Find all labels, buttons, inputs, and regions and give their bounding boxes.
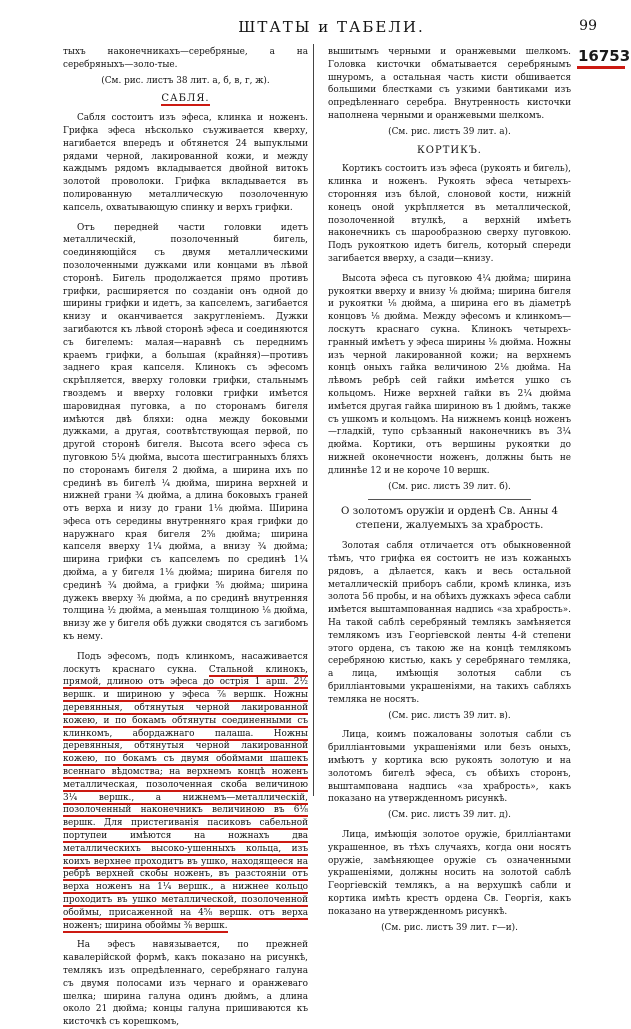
paragraph: тыхъ наконечникахъ—серебряные, а на серебряныхъ—золо-тые. — [63, 47, 308, 70]
figure-reference: (См. рис. листъ 39 лит. а). — [388, 126, 511, 137]
archive-underline — [577, 66, 625, 69]
figure-reference: (См. рис. листъ 39 лит. г—и). — [381, 922, 518, 933]
section-heading-kortik: КОРТИКЪ. — [417, 144, 482, 156]
paragraph: Лица, имѣющія золотое оружіе, брилліантами украшенное, въ тѣхъ случаяхъ, когда они носятъ оружіе, замѣняющее оружіе съ означенными украшеніями, должны носить на золотой саблѣ Георгіевскій темлякъ, а на верхушкѣ сабли и кортика имѣть крестъ ордена Св. Георгія, какъ показано на утвержденномъ рисункѣ. — [328, 830, 571, 917]
figure-reference: (См. рис. листъ 39 лит. д). — [388, 810, 511, 821]
sablya-heading-text: САБЛЯ. — [161, 93, 210, 105]
figure-reference: (См. рис. листъ 39 лит. в). — [388, 710, 511, 721]
figure-reference: (См. рис. листъ 38 лит. а, б, в, г, ж). — [101, 75, 270, 86]
archive-number-stamp: 16753 — [578, 47, 631, 65]
paragraph: вышитымъ черными и оранжевыми шелкомъ. Головка кисточки обматывается серебрянымъ шнуромъ, а остальная часть кисти обшивается большими блестками съ узкими бантиками изъ опредѣленнаго серебра. Внутренность кисточки наполнена черными и оранжевыми шелкомъ. — [328, 47, 571, 121]
page-number: 99 — [579, 18, 597, 34]
paragraph: Отъ передней части головки идетъ металлическій, позолоченный бигель, соединяющійся съ двумя металлическими позолоченными дужками или концами въ лѣвой сторонѣ. Бигель продолжается прямо противъ грифки, расширяется по созданіи онъ одной до ширины грифки и идетъ, за капселемъ, загибается книзу и оканчивается закругленіемъ. Дужки загибаются къ лѣвой сторонѣ эфеса и соединяются съ бигелемъ: малая—наравнѣ съ переднимъ краемъ грифки, а большая (крайняя)—противъ заднего края капселя. Клинокъ съ эфесомъ скрѣпляется, вверху головки грифки, стальнымъ гвоздемъ и вверху головки грифки имѣется шаровидная пуговка, а по сторонамъ бигеля имѣются двѣ бляхи: одна между боковыми дужками, а другая, соотвѣтствующая первой, по другой сторонѣ бигеля. Высота всего эфеса съ пуговкою 5¼ дюйма, высота шестигранныхъ бляхъ по сторонамъ бигеля 2 дюйма, а ширина ихъ по срединѣ въ бигелѣ ¼ дюйма, ширина верхней и нижней грани ¾ дюйма, а длина боковыхъ граней отъ верха и низу до грани 1⅛ дюйма. Ширина эфеса отъ середины внутренняго края грифки до наружнаго края бигеля 2⅝ дюйма; ширина капселя вверху 1¼ дюйма, а внизу ¾ дюйма; ширина грифки съ капселемъ по срединѣ 1¼ дюйма, а у бигеля 1⅛ дюйма; ширина бигеля по срединѣ ¾ дюйма, а грифки ⅝ дюйма; ширина дужекъ вверху ⅜ дюйма, а по срединѣ внутренняя толщина ½ дюйма, а меньшая толщиною ⅛ дюйма, внизу же у бигеля обѣ дужки сводятся съ загибомъ къ нему. — [63, 222, 308, 643]
left-column — [63, 46, 308, 1029]
page-header — [60, 18, 603, 40]
paragraph-lead: Подъ эфесомъ, подъ клинкомъ, насаживается лоскутъ краснаго сукна. — [63, 651, 308, 675]
paragraph: Лица, коимъ пожалованы золотыя сабли съ брилліантовыми украшеніями или безъ оныхъ, имѣютъ у кортика всю рукоять золотую и на золотомъ бигелѣ эфеса, съ обѣихъ сторонъ, выштампована надпись «за храбрость», какъ показано на утвержденномъ рисункѣ. — [328, 730, 571, 805]
highlighted-text: Стальной клинокъ, прямой, длиною отъ эфеса до острія 1 арш. 2½ вершк. и шириною у эфеса ⅞ вершк. Ножны деревянныя, обтянутыя черной лакированной кожею, и по бокамъ обтянуты соединенными съ клинкомъ, абордажнаго палаша. Ножны деревянныя, обтянутыя черной лакированной кожею, по бокамъ съ двумя обоймами шашекъ всеннаго вѣдомства; на верхнемъ концѣ ноженъ металлическая, позолоченная скоба величиною 3¼ вершк., а нижнемъ—металлическій, позолоченный наконечникъ величиною въ 6⅛ вершк. Для пристегиванія пасиковъ сабельной портупеи имѣются на ножнахъ два металлическихъ высоко-ушенныхъ кольца, изъ коихъ верхнее проходитъ въ ушко, находящееся на ребрѣ верхней скобы ноженъ, въ разстояніи отъ верха ноженъ на 1¼ вершк., а нижнее кольцо проходитъ въ ушко металлической, позолоченной обоймы, присаженной на 4⅝ вершк. отъ верха ноженъ; ширина обоймы ⅜ вершк. — [63, 664, 308, 931]
paragraph: Высота эфеса съ пуговкою 4¼ дюйма; ширина рукоятки вверху и внизу ⅛ дюйма; ширина бигеля и рукоятки ⅛ дюйма, а ширина его въ діаметрѣ концовъ ⅛ дюйма. Между эфесомъ и клинкомъ—лоскутъ краснаго сукна. Клинокъ четырехъ-гранный имѣетъ у эфеса ширины ⅛ дюйма. Ножны изъ черной лакированной кожи; на верхнемъ концѣ оныхъ гайка величиною 2⅛ дюйма. На лѣвомъ ребрѣ сей гайки имѣется ушко съ кольцомъ. Ниже верхней гайки въ 2¼ дюйма имѣется другая гайка шириною въ 1 дюймъ, также съ ушкомъ и кольцомъ. На нижнемъ концѣ ноженъ—гладкій, тупо срѣзанный наконечникъ въ 3¼ дюйма. Кортики, отъ вершины рукоятки до нижней оконечности ноженъ, должны быть не длиннѣе 12 и не короче 10 вершк. — [328, 273, 571, 476]
section-heading-sablya — [63, 93, 308, 106]
section-rule — [368, 499, 531, 500]
paragraph: На эфесъ навязывается, по прежней кавалерійской формѣ, какъ показано на рисункѣ, темлякъ изъ опредѣленнаго, серебрянаго галуна съ двумя полосами изъ чернаго и оранжеваго шелка; ширина галуна одинъ дюймъ, а длина около 21 дюйма; концы галуна пришиваются къ кисточкѣ съ корешкомъ, — [63, 940, 308, 1028]
paragraph: Сабля состоитъ изъ эфеса, клинка и ноженъ. Грифка эфеса нѣсколько съуживается кверху, нагибается впередъ и обтянется 24 выпуклыми рядами черной, лакированной кожи, и между каждымъ рядомъ вкладывается двойной витокъ золотой проволоки. Грифка вкладывается въ полированную металлическую позолоченную капсель, охватывающую спинку и верхъ грифки. — [63, 113, 308, 213]
paragraph: Золотая сабля отличается отъ обыкновенной тѣмъ, что грифка ея состоитъ не изъ кожаныхъ рядовъ, а дѣлается, какъ и весь остальной металлическій приборъ сабли, кромѣ клинка, изъ золота 56 пробы, и на обѣихъ дужкахъ эфеса сабли имѣется выштампованная надпись «за храбрость». На такой саблѣ серебряный темлякъ замѣняется темлякомъ изъ Георгіевской ленты 4-й степени этого ордена, съ такою же на концѣ темлякомъ серебряною кистью, какъ у серебрянаго темляка, а лица, имѣющія золотыя сабли съ брилліантовыми украшеніями, на такихъ сабляхъ темляка не носятъ. — [328, 541, 571, 705]
paragraph: Кортикъ состоитъ изъ эфеса (рукоять и бигель), клинка и ноженъ. Рукоять эфеса четырехъ-сторонняя изъ бѣлой, слоновой кости, нижній конецъ оной укрѣпляется въ металлической, позолоченной втулкѣ, а верхній имѣетъ наконечникъ съ шарообразною сверху пуговкою. Подъ рукояткою идетъ бигель, который спереди загибается вверху, а сзади—книзу. — [328, 164, 571, 264]
column-divider — [313, 44, 314, 796]
paragraph — [63, 651, 308, 933]
figure-reference: (См. рис. листъ 39 лит. б). — [388, 481, 511, 492]
running-title: ШТАТЫ и ТАБЕЛИ. — [238, 18, 425, 36]
right-column — [328, 46, 571, 940]
section-heading-gold-weapons: О золотомъ оружіи и орденѣ Св. Анны 4 степени, жалуемыхъ за храбрость. — [341, 506, 558, 531]
